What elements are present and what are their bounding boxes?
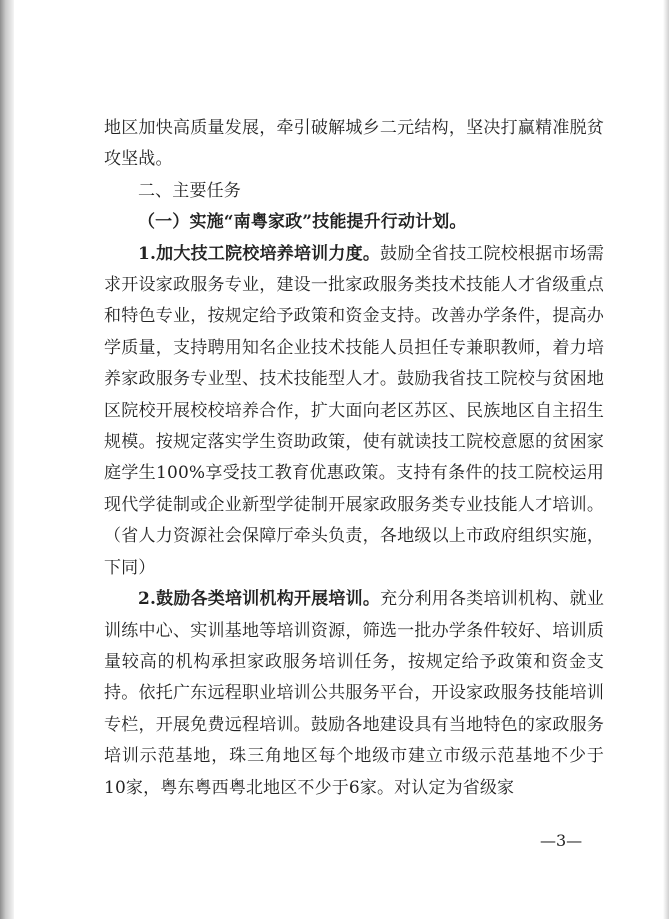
item-heading: 1.加大技工院校培养培训力度。: [138, 243, 381, 264]
paragraph-text: 地区加快高质量发展，牵引破解城乡二元结构，坚决打赢精准脱贫攻坚战。: [104, 118, 604, 170]
paragraph-continuation: [104, 113, 604, 176]
scan-edge-shadow-right: [663, 0, 669, 919]
item-heading: 2.鼓励各类培训机构开展培训。: [138, 589, 381, 610]
subsection-heading-text: （一）实施“南粤家政”技能提升行动计划。: [138, 212, 467, 233]
paragraph-item-1: [104, 239, 604, 584]
body-text: [104, 113, 604, 804]
paragraph-text: 鼓励全省技工院校根据市场需求开设家政服务专业，建设一批家政服务类技术技能人才省级重点和特色专业，按规定给予政策和资金支持。改善办学条件，提高办学质量，支持聘用知名企业技术技能人员担任专兼职教师，着力培养家政服务专业型、技术技能型人才。鼓励我省技工院校与贫困地区院校开展校校培养合作，扩大面向老区苏区、民族地区自主招生规模。按规定落实学生资助政策，使有就读技工院校意愿的贫困家庭学生100%享受技工教育优惠政策。支持有条件的技工院校运用现代学徒制或企业新型学徒制开展家政服务类专业技能人才培训。（省人力资源社会保障厅牵头负责，各地级以上市政府组织实施，下同）: [104, 243, 605, 578]
paragraph-text: 充分利用各类培训机构、就业训练中心、实训基地等培训资源，筛选一批办学条件较好、培训质量较高的机构承担家政服务培训任务，按规定给予政策和资金支持。依托广东远程职业培训公共服务平台，开设家政服务技能培训专栏，开展免费远程培训。鼓励各地建设具有当地特色的家政服务培训示范基地，珠三角地区每个地级市建立市级示范基地不少于10家，粤东粤西粤北地区不少于6家。对认定为省级家: [104, 589, 605, 798]
paragraph-item-2: [104, 584, 604, 804]
page-number: —3—: [540, 831, 583, 850]
section-heading-text: 二、主要任务: [138, 180, 241, 201]
section-heading: [104, 176, 604, 207]
subsection-heading: [104, 207, 604, 238]
scan-edge-shadow-left: [0, 0, 14, 919]
